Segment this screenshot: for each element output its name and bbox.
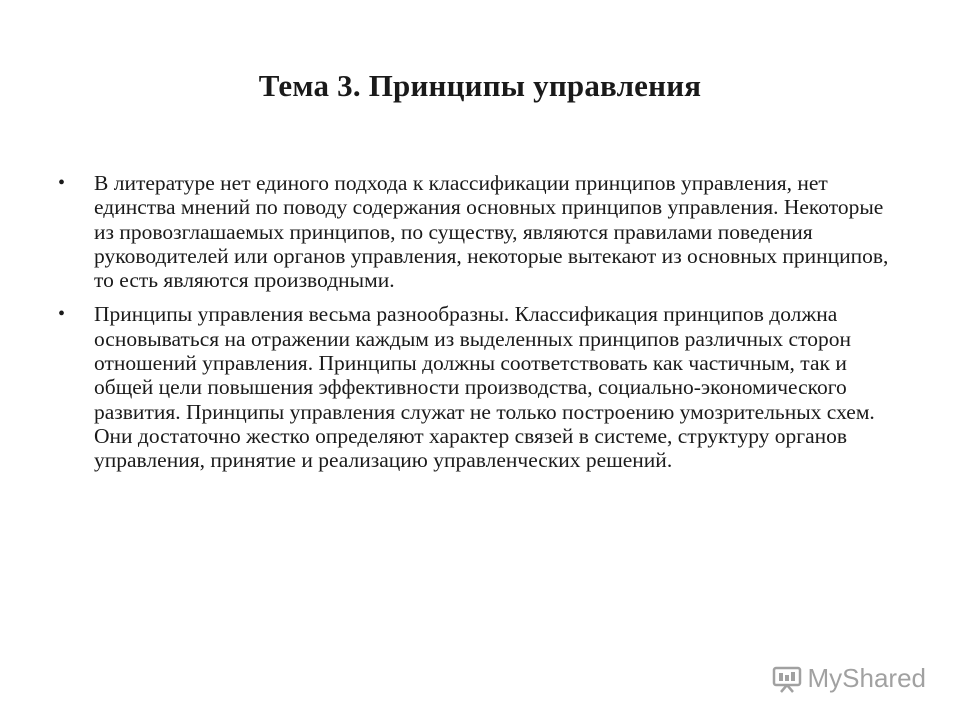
bullet-text: Принципы управления весьма разнообразны. Классификация принципов должна основываться на отражении каждым из выделенных принципов различных сторон отношений управления. Принципы должны соответствовать как частичным, так и общей цели повышения эффективности производства, социально-экономического развития. Принципы управления служат не только построению умозрительных схем. Они достаточно жестко определяют характер связей в системе, структуру органов управления, принятие и реализацию управленческих решений. bbox=[94, 302, 875, 473]
bullet-text: В литературе нет единого подхода к классификации принципов управления, нет единства мнений по поводу содержания основных принципов управления. Некоторые из провозглашаемых принципов, по существу, являются правилами поведения руководителей или органов управления, некоторые вытекают из основных принципов, то есть являются производными. bbox=[94, 171, 889, 293]
bullet-marker: • bbox=[58, 172, 66, 194]
bullet-item bbox=[58, 302, 908, 472]
bullet-marker: • bbox=[58, 303, 66, 326]
slide-title: Тема 3. Принципы управления bbox=[258, 68, 702, 103]
bullet-item bbox=[58, 171, 908, 292]
watermark bbox=[772, 663, 927, 694]
bullet-list bbox=[58, 171, 908, 483]
presentation-board-icon bbox=[772, 665, 802, 693]
watermark-text: MyShared bbox=[807, 663, 926, 693]
